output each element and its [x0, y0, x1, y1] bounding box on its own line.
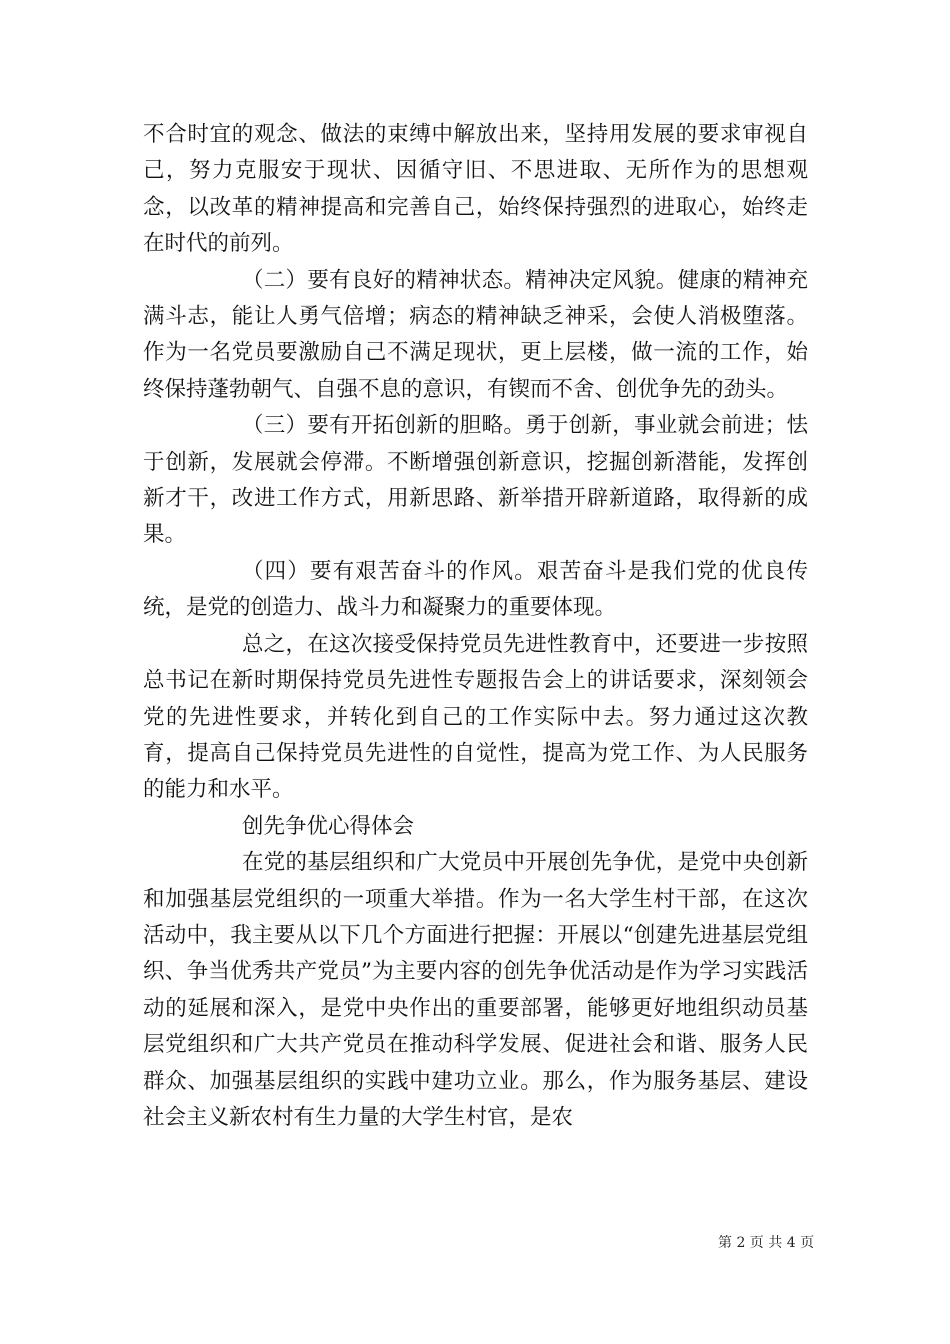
paragraph-spirit-state: （二）要有良好的精神状态。精神决定风貌。健康的精神充满斗志，能让人勇气倍增；病态的精神缺乏神采，会使人消极堕落。作为一名党员要激励自己不满足现状，更上层楼，做一流的工作，始终保持蓬勃朝气、自强不息的意识，有锲而不舍、创优争先的劲头。	[143, 267, 808, 402]
paragraph-intro: 在党的基层组织和广大党员中开展创先争优，是党中央创新和加强基层党组织的一项重大举措。作为一名大学生村干部，在这次活动中，我主要从以下几个方面进行把握：开展以“创建先进基层党组织、争当优秀共产党员”为主要内容的创先争优活动是作为学习实践活动的延展和深入，是党中央作出的重要部署，能够更好地组织动员基层党组织和广大共产党员在推动科学发展、促进社会和谐、服务人民群众、加强基层组织的实践中建功立业。那么，作为服务基层、建设社会主义新农村有生力量的大学生村官，是农	[143, 850, 808, 1130]
document-body	[143, 117, 808, 1136]
paragraph-summary: 总之，在这次接受保持党员先进性教育中，还要进一步按照总书记在新时期保持党员先进性专题报告会上的讲话要求，深刻领会党的先进性要求，并转化到自己的工作实际中去。努力通过这次教育，提高自己保持党员先进性的自觉性，提高为党工作、为人民服务的能力和水平。	[143, 631, 808, 803]
paragraph-hard-work: （四）要有艰苦奋斗的作风。艰苦奋斗是我们党的优良传统，是党的创造力、战斗力和凝聚力的重要体现。	[143, 558, 808, 621]
section-title: 创先争优心得体会	[242, 813, 415, 839]
paragraph-innovation: （三）要有开拓创新的胆略。勇于创新，事业就会前进；怯于创新，发展就会停滞。不断增强创新意识，挖掘创新潜能，发挥创新才干，改进工作方式，用新思路、新举措开辟新道路，取得新的成果。	[143, 413, 808, 548]
page-number-footer: 第 2 页 共 4 页	[718, 1235, 815, 1251]
paragraph-continuation: 不合时宜的观念、做法的束缚中解放出来，坚持用发展的要求审视自己，努力克服安于现状、因循守旧、不思进取、无所作为的思想观念，以改革的精神提高和完善自己，始终保持强烈的进取心，始终走在时代的前列。	[143, 122, 808, 257]
